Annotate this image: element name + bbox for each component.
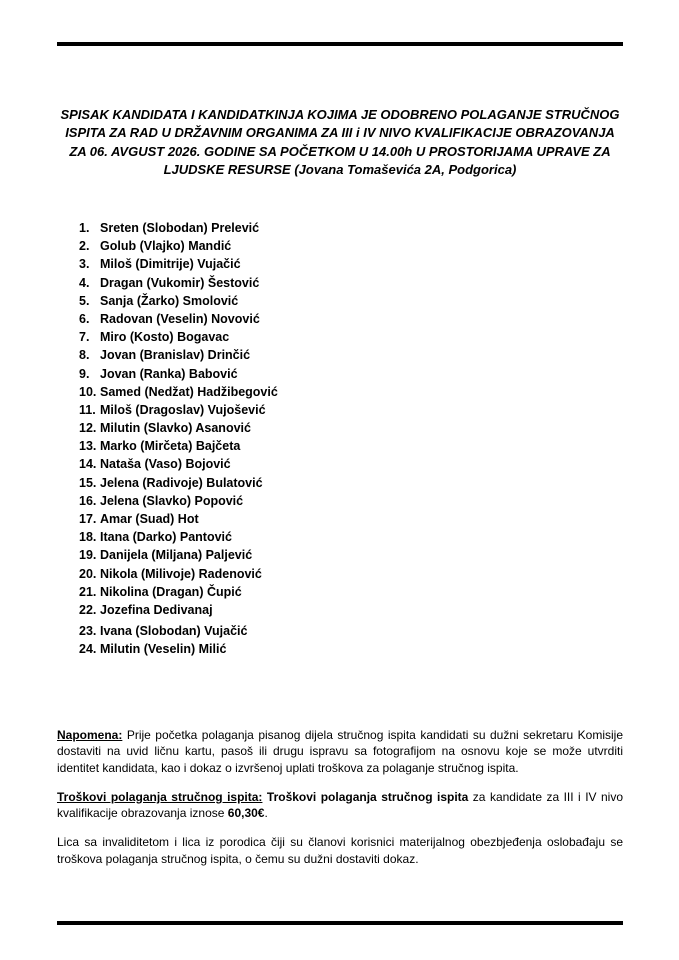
candidate-item xyxy=(79,310,278,328)
candidate-item xyxy=(79,255,278,273)
costs-paragraph xyxy=(57,789,623,822)
candidate-number: 9. xyxy=(79,366,90,381)
candidate-name: Ivana (Slobodan) Vujačić xyxy=(100,623,248,638)
candidate-name: Milutin (Veselin) Milić xyxy=(100,641,227,656)
candidate-item xyxy=(79,219,278,237)
candidate-item xyxy=(79,346,278,364)
candidate-number: 16. xyxy=(79,493,97,508)
costs-end: . xyxy=(264,806,268,821)
candidate-number: 13. xyxy=(79,439,97,454)
costs-amount: 60,30€ xyxy=(227,806,265,821)
candidate-name: Marko (Mirčeta) Bajčeta xyxy=(100,439,241,454)
candidate-name: Jovan (Branislav) Drinčić xyxy=(100,348,251,363)
candidate-number: 5. xyxy=(79,293,90,308)
candidate-name: Nataša (Vaso) Bojović xyxy=(100,457,231,472)
note-text: Prije početka polaganja pisanog dijela stručnog ispita kandidati su dužni sekretaru Komisije dostaviti na uvid ličnu kartu, pasoš ili drugu ispravu sa fotografijom na osnovu koje se može utvrditi identitet kandidata, kao i dokaz o izvršenoj uplati troškova za polaganje stručnog ispita. xyxy=(57,728,623,775)
candidate-name: Jovan (Ranka) Babović xyxy=(100,366,238,381)
costs-label: Troškovi polaganja stručnog ispita: xyxy=(57,789,263,804)
candidate-number: 6. xyxy=(79,311,90,326)
top-rule xyxy=(57,42,623,46)
candidate-number: 3. xyxy=(79,257,90,272)
candidate-number: 7. xyxy=(79,330,90,345)
candidate-number: 4. xyxy=(79,275,90,290)
candidate-name: Jozefina Dedivanaj xyxy=(100,602,213,617)
candidate-item xyxy=(79,237,278,255)
note-paragraph xyxy=(57,727,623,776)
candidate-number: 21. xyxy=(79,584,97,599)
candidate-item xyxy=(79,401,278,419)
costs-text: za kandidate za III i IV nivo kvalifikacije obrazovanja iznose xyxy=(57,789,624,821)
candidate-name: Milutin (Slavko) Asanović xyxy=(100,421,251,436)
candidate-number: 8. xyxy=(79,348,90,363)
candidate-number: 20. xyxy=(79,566,97,581)
bottom-rule xyxy=(57,921,623,925)
notes-section xyxy=(57,727,623,880)
candidate-number: 22. xyxy=(79,602,97,617)
candidate-item xyxy=(79,365,278,383)
candidate-name: Jelena (Slavko) Popović xyxy=(100,493,244,508)
candidate-name: Nikola (Milivoje) Radenović xyxy=(100,566,262,581)
candidate-name: Sanja (Žarko) Smolović xyxy=(100,293,239,308)
candidate-number: 23. xyxy=(79,623,97,638)
candidate-item xyxy=(79,437,278,455)
candidate-list xyxy=(79,219,278,658)
candidate-number: 10. xyxy=(79,384,97,399)
candidate-item xyxy=(79,292,278,310)
candidate-number: 11. xyxy=(79,402,96,417)
exemption-paragraph: Lica sa invaliditetom i lica iz porodica čiji su članovi korisnici materijalnog obezbjeđenja oslobađaju se troškova polaganja stručnog ispita, o čemu su dužni dostaviti dokaz. xyxy=(57,835,623,866)
candidate-item xyxy=(79,328,278,346)
candidate-item xyxy=(79,455,278,473)
candidate-item xyxy=(79,492,278,510)
candidate-name: Radovan (Veselin) Novović xyxy=(100,311,260,326)
candidate-name: Miloš (Dragoslav) Vujošević xyxy=(100,402,266,417)
candidate-item xyxy=(79,546,278,564)
candidate-name: Miro (Kosto) Bogavac xyxy=(100,330,230,345)
candidate-name: Nikolina (Dragan) Čupić xyxy=(100,584,242,599)
document-title: SPISAK KANDIDATA I KANDIDATKINJA KOJIMA JE ODOBRENO POLAGANJE STRUČNOG ISPITA ZA RAD U DRŽAVNIM ORGANIMA ZA III i IV NIVO KVALIFIKACIJE OBRAZOVANJA ZA 06. AVGUST 2026. GODINE SA POČETKOM U 14.00h U PROSTORIJAMA UPRAVE ZA LJUDSKE RESURSE (Jovana Tomaševića 2A, Podgorica) xyxy=(60,107,620,178)
candidate-item xyxy=(79,274,278,292)
candidate-number: 19. xyxy=(79,548,97,563)
candidate-item xyxy=(79,601,278,619)
candidate-item xyxy=(79,583,278,601)
candidate-item xyxy=(79,474,278,492)
candidate-number: 15. xyxy=(79,475,97,490)
candidate-item xyxy=(79,419,278,437)
candidate-number: 2. xyxy=(79,239,90,254)
candidate-item xyxy=(79,640,278,658)
candidate-item xyxy=(79,383,278,401)
candidate-number: 14. xyxy=(79,457,97,472)
candidate-name: Itana (Darko) Pantović xyxy=(100,530,232,545)
candidate-name: Jelena (Radivoje) Bulatović xyxy=(100,475,263,490)
candidate-name: Danijela (Miljana) Paljević xyxy=(100,548,253,563)
candidate-number: 17. xyxy=(79,512,97,526)
candidate-item xyxy=(79,565,278,583)
note-label: Napomena: xyxy=(57,728,123,742)
candidate-number: 12. xyxy=(79,421,97,436)
candidate-name: Miloš (Dimitrije) Vujačić xyxy=(100,257,241,272)
candidate-name: Sreten (Slobodan) Prelević xyxy=(100,221,260,235)
candidate-number: 18. xyxy=(79,530,97,545)
candidate-number: 1. xyxy=(79,221,90,235)
candidate-number: 24. xyxy=(79,641,97,656)
candidate-name: Amar (Suad) Hot xyxy=(100,512,199,526)
candidate-name: Samed (Nedžat) Hadžibegović xyxy=(100,384,278,399)
candidate-name: Golub (Vlajko) Mandić xyxy=(100,239,232,254)
candidate-item xyxy=(79,622,278,640)
costs-bold-text: Troškovi polaganja stručnog ispita xyxy=(262,789,469,804)
candidate-name: Dragan (Vukomir) Šestović xyxy=(100,275,260,290)
candidate-item xyxy=(79,528,278,546)
candidate-item xyxy=(79,510,278,528)
